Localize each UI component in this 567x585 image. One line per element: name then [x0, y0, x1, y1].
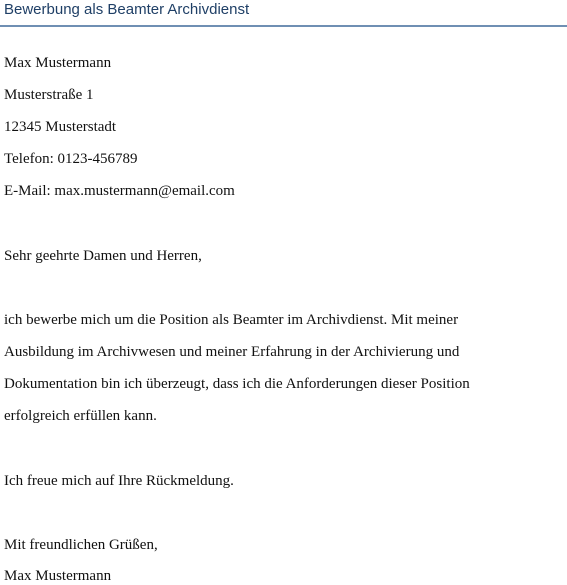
- paragraph-line: Ausbildung im Archivwesen und meiner Erfahrung in der Archivierung und: [4, 344, 460, 360]
- document-header: [0, 0, 567, 27]
- sender-email: E-Mail: max.mustermann@email.com: [4, 183, 235, 199]
- paragraph-line: Dokumentation bin ich überzeugt, dass ich die Anforderungen dieser Position: [4, 376, 470, 392]
- sender-city: 12345 Musterstadt: [4, 119, 117, 135]
- salutation: Sehr geehrte Damen und Herren,: [4, 248, 202, 264]
- document-title: Bewerbung als Beamter Archivdienst: [4, 1, 250, 18]
- sender-phone: Telefon: 0123-456789: [4, 151, 138, 167]
- sender-name: Max Mustermann: [4, 55, 112, 71]
- closing-paragraph: Ich freue mich auf Ihre Rückmeldung.: [4, 473, 234, 489]
- sender-street: Musterstraße 1: [4, 87, 94, 103]
- paragraph-line: erfolgreich erfüllen kann.: [4, 408, 157, 424]
- signature-name: Max Mustermann: [4, 568, 112, 584]
- closing-formula: Mit freundlichen Grüßen,: [4, 537, 158, 553]
- paragraph-line: ich bewerbe mich um die Position als Beamter im Archivdienst. Mit meiner: [4, 312, 459, 328]
